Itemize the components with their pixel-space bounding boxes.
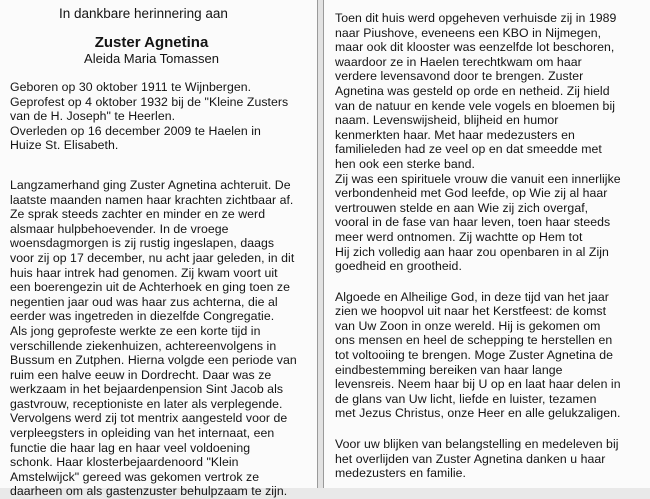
paragraph-spacer	[335, 274, 640, 290]
text-line: naar Piushove, eveneens een KBO in Nijmegen,	[335, 25, 602, 40]
deceased-name: Zuster Agnetina	[94, 34, 209, 51]
text-line: medezusters en familie.	[335, 466, 467, 481]
text-line: Toen dit huis werd opgeheven verhuisde zij in 1989	[335, 11, 617, 25]
text-line: eindbestemming bereiken van haar lange	[335, 362, 563, 377]
text-line: Voor uw blijken van belangstelling en medeleven bij	[335, 437, 619, 452]
text-line: Als jong geprofeste werkte ze een korte tijd in	[10, 323, 261, 338]
text-line: Vervolgens werd zij tot mentrix aangesteld voor de	[10, 411, 288, 426]
text-line: werkzaam in het bejaardenpension Sint Jacob als	[10, 382, 284, 397]
life-story-continued	[335, 11, 640, 274]
bio-line: Overleden op 16 december 2009 te Haelen in	[10, 123, 261, 138]
text-line: vertrouwen stelde en aan Wie zij zich overgaf,	[335, 200, 589, 215]
text-line: maar ook dit klooster was eenzelfde lot beschoren,	[335, 40, 615, 55]
text-line: functie die haar lag en haar veel voldoening	[10, 440, 251, 455]
text-line: Ze sprak steeds zachter en minder en ze werd	[10, 207, 266, 222]
text-line: verpleegsters in opleiding van het internaat, een	[10, 426, 275, 441]
right-page	[323, 0, 650, 488]
text-line: waardoor ze in Haelen terechtkwam om haar	[335, 54, 582, 69]
text-line: huis haar intrek had genomen. Zij kwam voort uit	[10, 265, 278, 280]
text-line: Amstelwijck" gereed was gekomen vertrok ze	[10, 469, 260, 484]
text-line: eerder was ingetreden in diezelfde Congregatie.	[10, 309, 275, 324]
text-line: met Jezus Christus, onze Heer en alle gelukzaligen.	[335, 406, 621, 421]
memorial-heading: In dankbare herinnering aan	[59, 6, 228, 21]
text-line: alsmaar hulpbehoevender. In de vroege	[10, 221, 229, 236]
text-line: naam. Levenswijsheid, blijheid en humor	[335, 113, 559, 128]
text-line: verdere levensavond door te brengen. Zuster	[335, 69, 584, 84]
text-line: woensdagmorgen is zij rustig ingeslapen, daags	[10, 236, 275, 251]
prayer-paragraph	[335, 290, 640, 421]
text-line: de glans van Uw licht, liefde en luister, tezamen	[335, 391, 597, 406]
text-line: daarheen om als gastenzuster behulpzaam te zijn.	[10, 484, 288, 499]
text-line: ruim een halve eeuw in Dordrecht. Daar was ze	[10, 367, 272, 382]
text-line: van Uw Zoon in onze wereld. Hij is gekomen om	[335, 318, 601, 333]
text-line: zien we hoopvol uit naar het Kerstfeest: de komst	[335, 304, 607, 319]
bio-line: Geboren op 30 oktober 1911 te Wijnbergen.	[10, 80, 252, 94]
text-line: Langzamerhand ging Zuster Agnetina achteruit. De	[10, 177, 291, 192]
bio-line: Huize St. Elisabeth.	[10, 138, 119, 153]
text-line: Agnetina was gesteld op orde en netheid. Zij hield	[335, 83, 610, 98]
text-line: Zij was een spirituele vrouw die vanuit een innerlijke	[335, 171, 621, 186]
text-line: voor zij op 17 december, nu acht jaar geleden, in dit	[10, 250, 295, 265]
text-line: van de natuur en kende vele vogels en bloemen bij	[335, 98, 616, 113]
text-line: meer werd ontnomen. Zij wachtte op Hem tot	[335, 229, 583, 244]
text-line: hen ook een sterke band.	[335, 156, 475, 171]
text-line: het overlijden van Zuster Agnetina danken u haar	[335, 451, 606, 466]
life-story-paragraph	[10, 178, 307, 499]
text-line: Algoede en Alheilige God, in deze tijd van het jaar	[335, 289, 609, 304]
text-line: kenmerkten haar. Met haar medezusters en	[335, 127, 575, 142]
biographical-dates	[10, 80, 307, 153]
bio-line: van de H. Joseph" te Heerlen.	[10, 109, 176, 124]
text-line: Bussum en Zutphen. Hierna volgde een periode van	[10, 353, 297, 368]
paragraph-spacer	[335, 421, 640, 437]
deceased-full-name: Aleida Maria Tomassen	[84, 51, 219, 66]
text-line: verschillende ziekenhuizen, achtereenvolgens in	[10, 338, 277, 353]
text-line: levensreis. Neem haar bij U op en laat haar delen in	[335, 377, 621, 392]
bio-line: Geprofest op 4 oktober 1932 bij de "Kleine Zusters	[10, 94, 289, 109]
text-line: vooral in de fase van haar leven, toen haar steeds	[335, 215, 611, 230]
text-line: tot voltooiing te brengen. Moge Zuster Agnetina de	[335, 348, 613, 363]
text-line: familieleden had ze veel op en dat smeedde met	[335, 142, 602, 157]
text-line: schonk. Haar klosterbejaardenoord "Klein	[10, 455, 239, 470]
thanks-paragraph	[335, 437, 640, 481]
text-line: negentien jaar oud was haar zus achterna, die al	[10, 294, 278, 309]
text-line: een boerengezin uit de Achterhoek en ging toen ze	[10, 280, 291, 295]
text-line: verbondenheid met God leefde, op Wie zij al haar	[335, 186, 608, 201]
text-line: ons mensen en heel de schepping te herstellen en	[335, 333, 613, 348]
text-line: goedheid en grootheid.	[335, 259, 462, 274]
text-line: gastvrouw, receptioniste en later als verplegende.	[10, 396, 283, 411]
text-line: Hij zich volledig aan haar zou openbaren in al Zijn	[335, 244, 609, 259]
left-page	[0, 0, 318, 499]
text-line: laatste maanden namen haar krachten zichtbaar af.	[10, 192, 294, 207]
